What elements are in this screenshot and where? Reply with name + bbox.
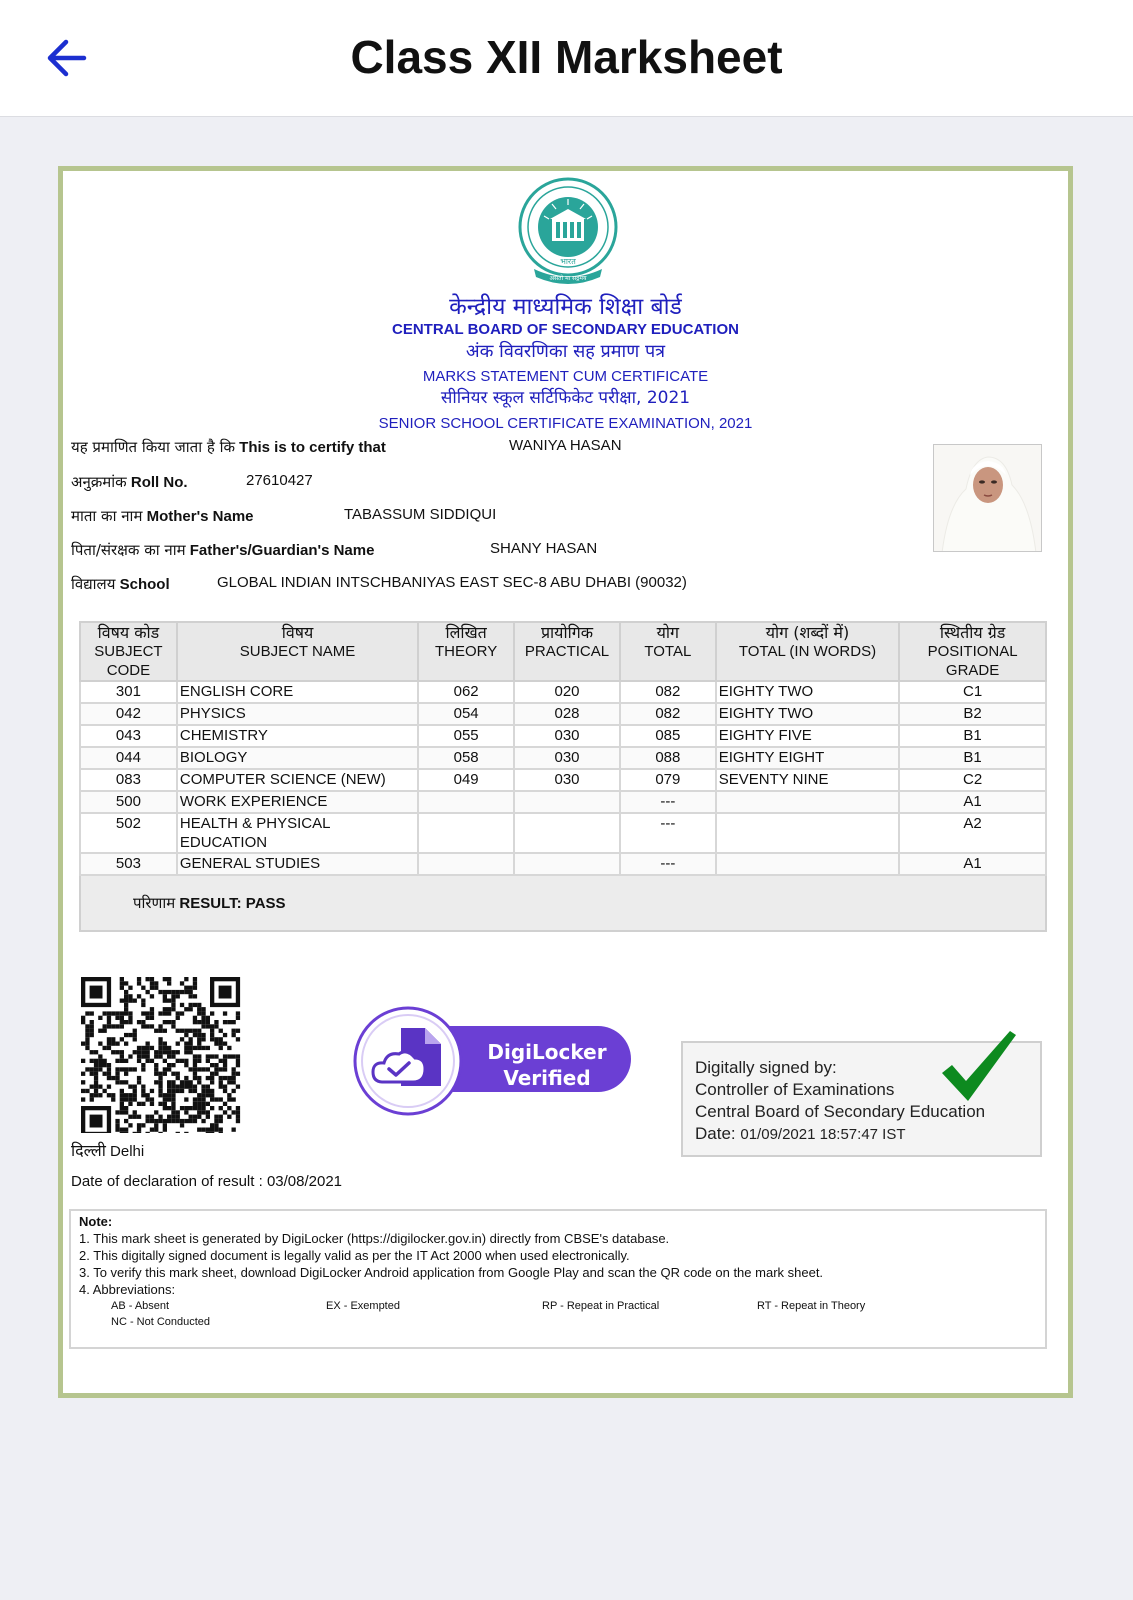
roll-number: 27610427	[246, 472, 313, 489]
top-app-bar	[0, 0, 1133, 117]
cbse-emblem	[516, 177, 620, 287]
declaration-date: Date of declaration of result : 03/08/2021	[71, 1173, 343, 1190]
header-total-words: योग (शब्दों में) TOTAL (IN WORDS)	[716, 622, 899, 681]
svg-text:भारत: भारत	[560, 257, 576, 266]
table-row: 042 PHYSICS 054 028 082 EIGHTY TWO B2	[80, 703, 1046, 725]
statement-title: MARKS STATEMENT CUM CERTIFICATE	[422, 368, 709, 385]
father-name: SHANY HASAN	[490, 540, 598, 557]
result-row	[80, 875, 1046, 931]
table-row: 044 BIOLOGY 058 030 088 EIGHTY EIGHT B1	[80, 747, 1046, 769]
qr-code	[71, 971, 251, 1133]
table-header-row	[80, 622, 1046, 681]
table-row: 502 HEALTH & PHYSICAL EDUCATION --- A2	[80, 813, 1046, 853]
marksheet-document	[58, 166, 1073, 1398]
note-item: 2. This digitally signed document is legally valid as per the IT Act 2000 when used electronically.	[79, 1248, 630, 1263]
table-row: 043 CHEMISTRY 055 030 085 EIGHTY FIVE B1	[80, 725, 1046, 747]
checkmark-icon	[938, 1029, 1018, 1103]
statement-hindi: अंक विवरणिका सह प्रमाण पत्र	[465, 341, 666, 362]
header-theory: लिखित THEORY	[418, 622, 514, 681]
mother-row: माता का नाम Mother's Name TABASSUM SIDDIQUI	[71, 506, 497, 525]
result-text: RESULT: PASS	[179, 894, 286, 912]
note-item: 1. This mark sheet is generated by DigiLocker (https://digilocker.gov.in) directly from CBSE's database.	[79, 1231, 670, 1246]
board-name-hindi: केन्द्रीय माध्यमिक शिक्षा बोर्ड	[449, 294, 682, 320]
roll-row: अनुक्रमांक Roll No. 27610427	[71, 472, 313, 491]
header-total: योग TOTAL	[620, 622, 716, 681]
abbreviations-list: AB - Absent EX - Exempted RP - Repeat in Practical RT - Repeat in Theory NC - Not Conducted	[111, 1300, 866, 1328]
note-item: 3. To verify this mark sheet, download DigiLocker Android application from Google Play and scan the QR code on the mark sheet.	[79, 1265, 824, 1280]
mother-name: TABASSUM SIDDIQUI	[344, 506, 497, 523]
digilocker-label: DigiLocker Verified	[487, 1040, 607, 1090]
place: दिल्ली Delhi	[71, 1141, 145, 1160]
table-row: 083 COMPUTER SCIENCE (NEW) 049 030 079 SEVENTY NINE C2	[80, 769, 1046, 791]
exam-title: SENIOR SCHOOL CERTIFICATE EXAMINATION, 2021	[378, 415, 753, 432]
school-row: विद्यालय School GLOBAL INDIAN INTSCHBANIYAS EAST SEC-8 ABU DHABI (90032)	[71, 574, 687, 593]
note-item: 4. Abbreviations:	[79, 1282, 176, 1297]
exam-hindi: सीनियर स्कूल सर्टिफिकेट परीक्षा, 2021	[440, 388, 691, 408]
table-row: 301 ENGLISH CORE 062 020 082 EIGHTY TWO C1	[80, 681, 1046, 703]
header-practical: प्रायोगिक PRACTICAL	[514, 622, 620, 681]
school-name: GLOBAL INDIAN INTSCHBANIYAS EAST SEC-8 ABU DHABI (90032)	[217, 574, 687, 591]
digital-signature-box: Digitally signed by: Controller of Examinations Central Board of Secondary Education Date: 01/09/2021 18:57:47 IST	[681, 1041, 1042, 1157]
signature-date: 01/09/2021 18:57:47 IST	[740, 1126, 906, 1143]
table-row: 500 WORK EXPERIENCE --- A1	[80, 791, 1046, 813]
notes-box: Note: 1. This mark sheet is generated by DigiLocker (https://digilocker.gov.in) directly from CBSE's database. 2. This digitally signed document is legally valid as per the IT Act 2000 when used electronically. 3. To verify this mark sheet, download DigiLocker Android application from Google Play and scan the QR code on the mark sheet. 4. Abbreviations: AB - Absent EX - Exempted RP - Repeat in Practical RT - Repeat in Theory NC - Not Conducted	[69, 1209, 1047, 1349]
page-title: Class XII Marksheet	[350, 31, 783, 83]
header-grade: स्थितीय ग्रेड POSITIONAL GRADE	[899, 622, 1046, 681]
result-cell: परिणाम RESULT: PASS	[80, 875, 1046, 931]
svg-text:असतो मा सद्गमय: असतो मा सद्गमय	[549, 275, 587, 282]
certify-row: यह प्रमाणित किया जाता है कि This is to certify that WANIYA HASAN	[71, 437, 622, 456]
father-row: पिता/संरक्षक का नाम Father's/Guardian's Name SHANY HASAN	[71, 540, 598, 559]
student-name: WANIYA HASAN	[509, 437, 622, 454]
marks-table	[79, 621, 1047, 932]
board-name: CENTRAL BOARD OF SECONDARY EDUCATION	[392, 321, 739, 338]
header-subject-name: विषय SUBJECT NAME	[177, 622, 418, 681]
table-row: 503 GENERAL STUDIES --- A1	[80, 853, 1046, 875]
student-photo	[933, 444, 1042, 552]
header-subject-code: विषय कोड SUBJECT CODE	[80, 622, 177, 681]
